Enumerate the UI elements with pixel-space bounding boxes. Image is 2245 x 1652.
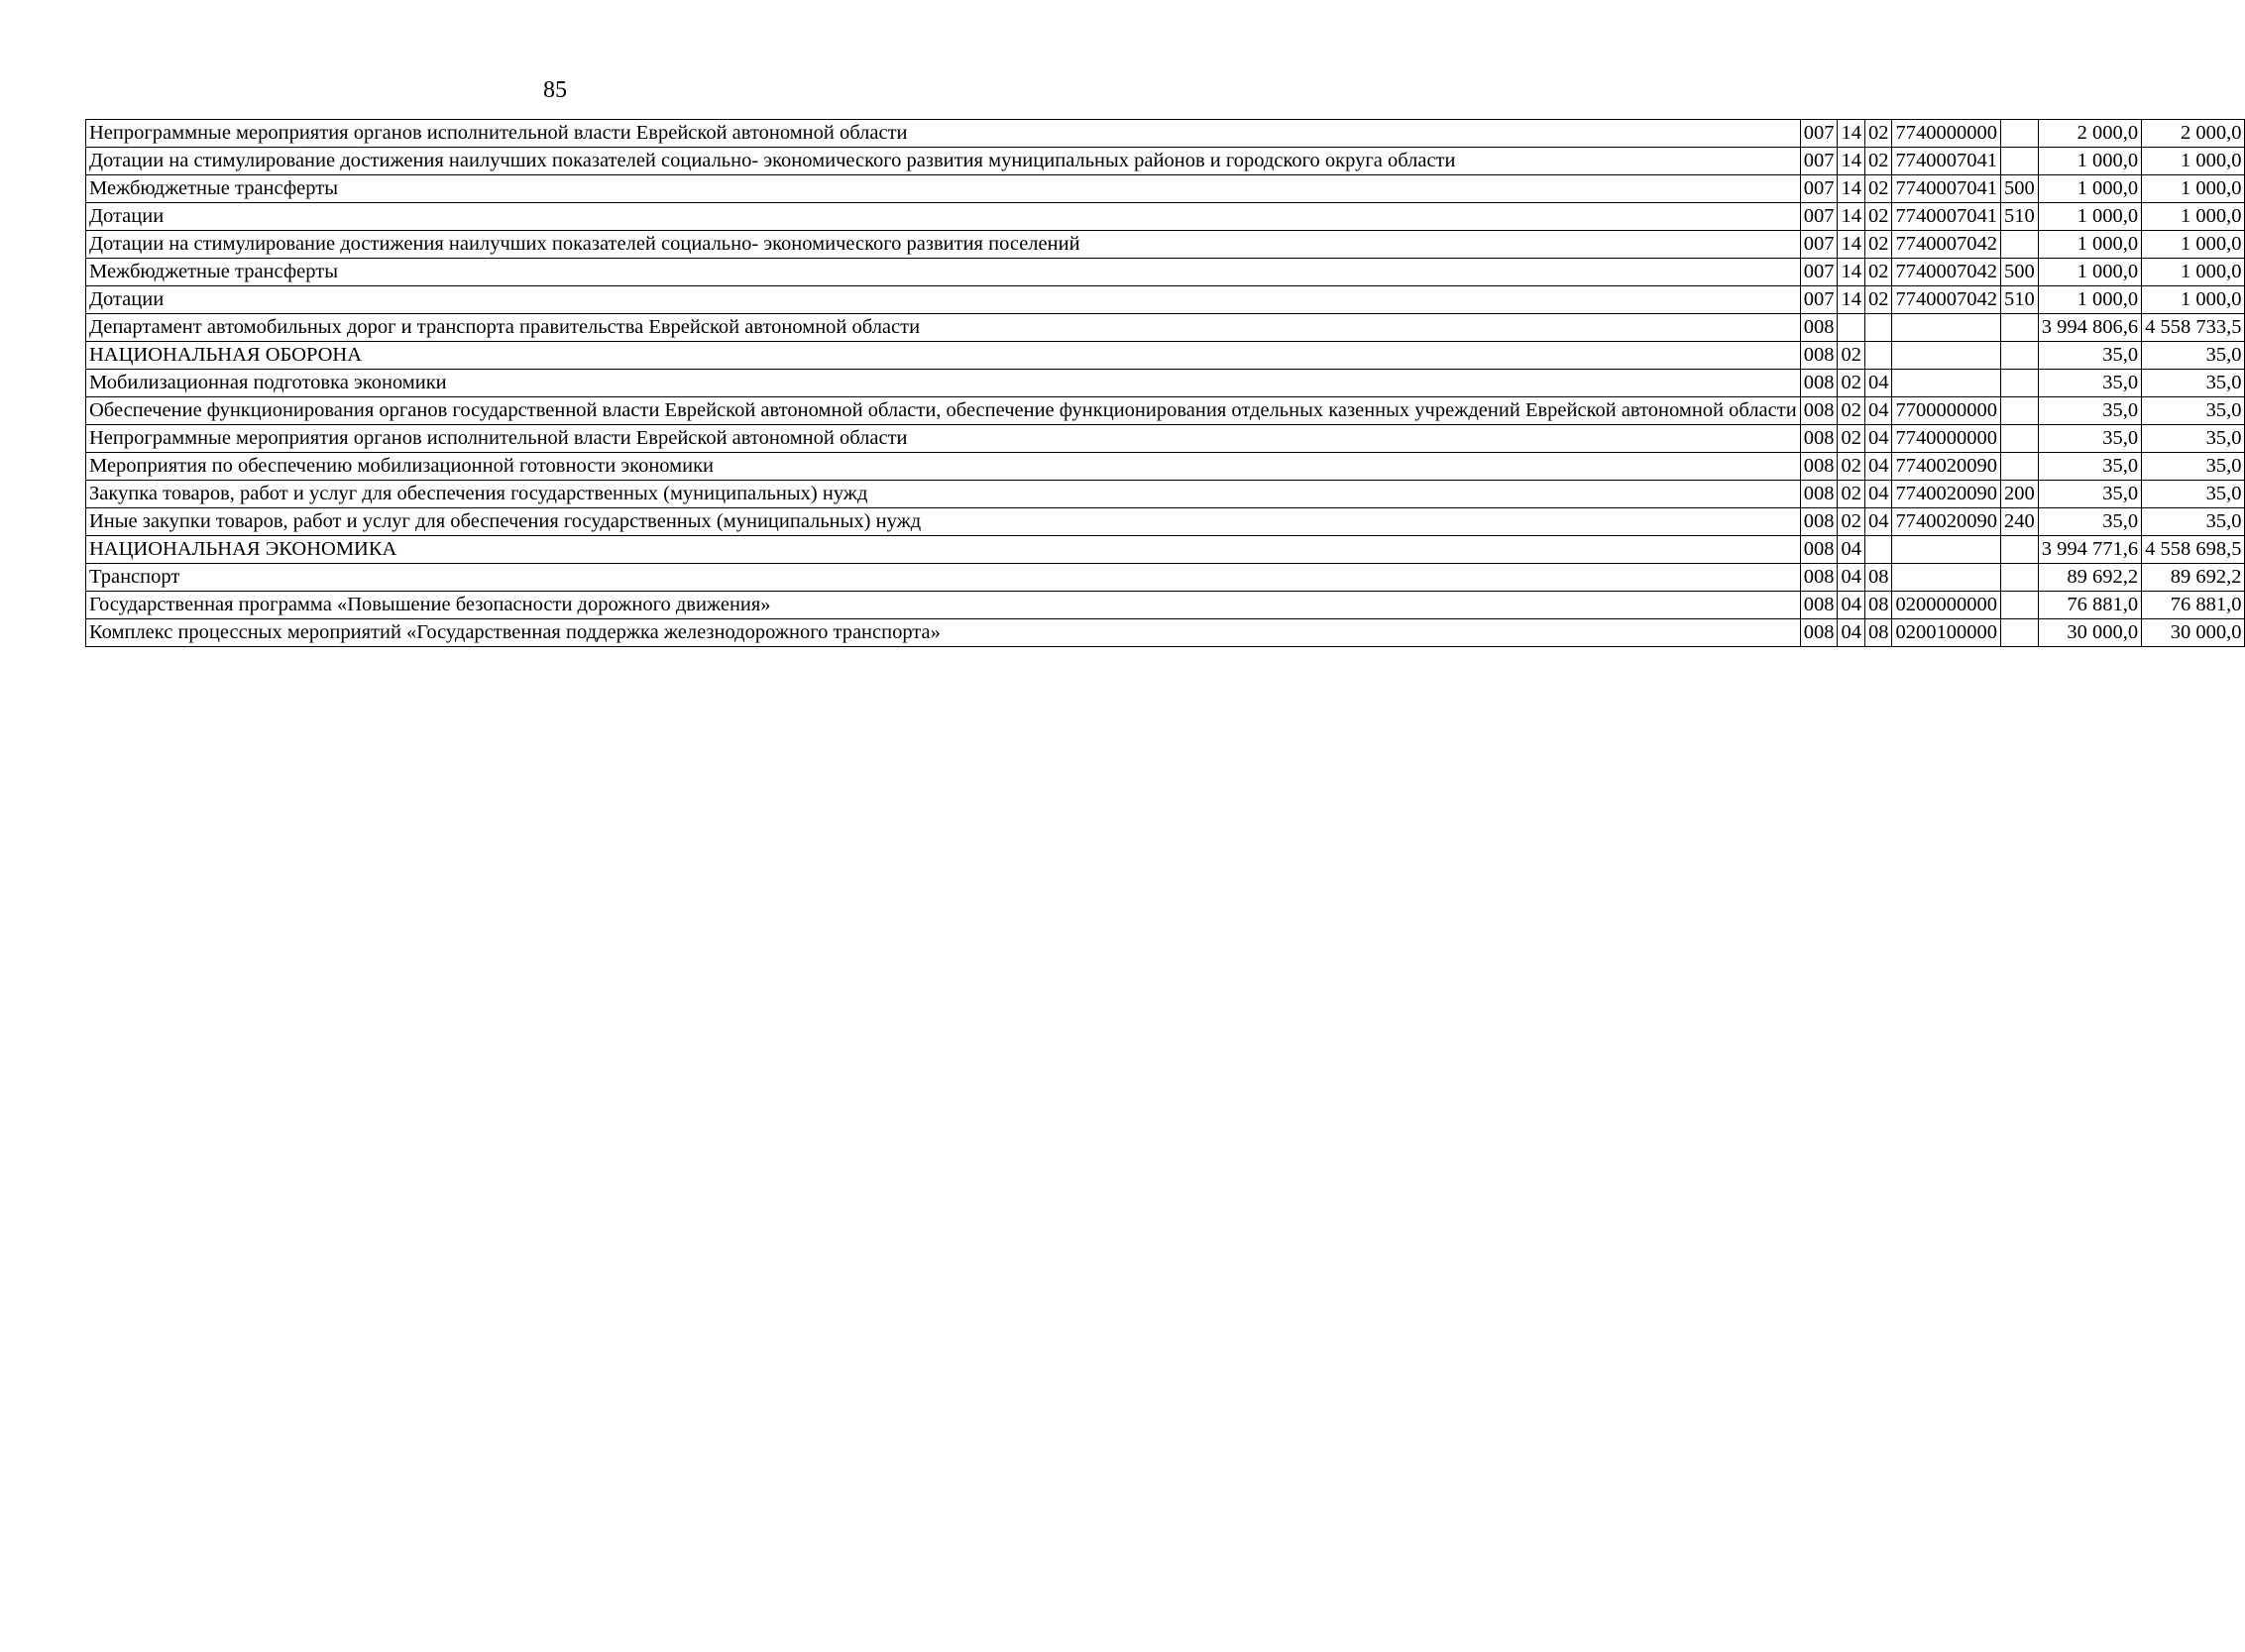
row-expense-type-code	[2000, 397, 2038, 425]
row-section-code: 02	[1838, 453, 1865, 481]
table-row	[86, 259, 2245, 286]
table-row	[86, 536, 2245, 564]
table-row	[86, 314, 2245, 342]
row-section-code: 04	[1838, 592, 1865, 619]
row-section-code: 14	[1838, 259, 1865, 286]
row-ved-code: 008	[1800, 397, 1838, 425]
row-target-article-code: 7740020090	[1892, 508, 2001, 536]
row-section-code: 02	[1838, 481, 1865, 508]
row-expense-type-code	[2000, 592, 2038, 619]
row-amount-year-2: 35,0	[2142, 342, 2245, 370]
row-name: Мероприятия по обеспечению мобилизационной готовности экономики	[86, 453, 1801, 481]
row-expense-type-code	[2000, 231, 2038, 259]
table-row	[86, 425, 2245, 453]
row-subsection-code: 04	[1864, 508, 1892, 536]
row-amount-year-1: 35,0	[2038, 397, 2141, 425]
row-amount-year-1: 1 000,0	[2038, 203, 2141, 231]
row-expense-type-code	[2000, 342, 2038, 370]
row-expense-type-code	[2000, 314, 2038, 342]
row-name: Комплекс процессных мероприятий «Государственная поддержка железнодорожного транспорта»	[86, 619, 1801, 647]
table-row	[86, 286, 2245, 314]
row-amount-year-1: 35,0	[2038, 342, 2141, 370]
row-ved-code: 007	[1800, 148, 1838, 175]
row-target-article-code	[1892, 536, 2001, 564]
row-target-article-code: 7740020090	[1892, 481, 2001, 508]
row-subsection-code: 02	[1864, 175, 1892, 203]
row-target-article-code	[1892, 370, 2001, 397]
row-target-article-code	[1892, 342, 2001, 370]
row-subsection-code: 04	[1864, 425, 1892, 453]
row-subsection-code: 08	[1864, 619, 1892, 647]
row-name: Департамент автомобильных дорог и транспорта правительства Еврейской автономной области	[86, 314, 1801, 342]
row-amount-year-1: 1 000,0	[2038, 175, 2141, 203]
row-target-article-code: 7740007041	[1892, 203, 2001, 231]
row-ved-code: 008	[1800, 342, 1838, 370]
budget-table	[85, 119, 2245, 647]
row-amount-year-2: 35,0	[2142, 397, 2245, 425]
row-ved-code: 008	[1800, 370, 1838, 397]
row-name: Межбюджетные трансферты	[86, 259, 1801, 286]
row-section-code: 02	[1838, 370, 1865, 397]
row-subsection-code: 04	[1864, 397, 1892, 425]
row-target-article-code	[1892, 564, 2001, 592]
table-row	[86, 397, 2245, 425]
row-ved-code: 007	[1800, 286, 1838, 314]
row-amount-year-1: 2 000,0	[2038, 120, 2141, 148]
row-amount-year-1: 35,0	[2038, 425, 2141, 453]
row-target-article-code: 7740000000	[1892, 120, 2001, 148]
row-amount-year-2: 35,0	[2142, 370, 2245, 397]
row-target-article-code: 7740007042	[1892, 286, 2001, 314]
table-row	[86, 203, 2245, 231]
row-ved-code: 007	[1800, 175, 1838, 203]
row-amount-year-2: 35,0	[2142, 453, 2245, 481]
row-subsection-code: 02	[1864, 286, 1892, 314]
row-amount-year-1: 3 994 771,6	[2038, 536, 2141, 564]
row-name: Дотации на стимулирование достижения наилучших показателей социально- экономического развития муниципальных районов и городского округа области	[86, 148, 1801, 175]
table-row	[86, 564, 2245, 592]
table-row	[86, 120, 2245, 148]
row-target-article-code: 7740007041	[1892, 175, 2001, 203]
row-ved-code: 008	[1800, 453, 1838, 481]
table-row	[86, 453, 2245, 481]
row-section-code: 14	[1838, 175, 1865, 203]
row-amount-year-1: 1 000,0	[2038, 286, 2141, 314]
row-target-article-code	[1892, 314, 2001, 342]
row-section-code: 14	[1838, 286, 1865, 314]
row-amount-year-2: 1 000,0	[2142, 259, 2245, 286]
row-expense-type-code	[2000, 536, 2038, 564]
row-target-article-code: 0200000000	[1892, 592, 2001, 619]
row-target-article-code: 7740007042	[1892, 231, 2001, 259]
row-expense-type-code: 200	[2000, 481, 2038, 508]
row-amount-year-2: 4 558 733,5	[2142, 314, 2245, 342]
row-amount-year-1: 35,0	[2038, 481, 2141, 508]
row-subsection-code	[1864, 314, 1892, 342]
row-name: Непрограммные мероприятия органов исполнительной власти Еврейской автономной области	[86, 425, 1801, 453]
row-amount-year-1: 30 000,0	[2038, 619, 2141, 647]
row-amount-year-1: 89 692,2	[2038, 564, 2141, 592]
row-target-article-code: 7700000000	[1892, 397, 2001, 425]
row-section-code: 14	[1838, 120, 1865, 148]
table-row	[86, 619, 2245, 647]
row-section-code: 04	[1838, 564, 1865, 592]
row-ved-code: 007	[1800, 259, 1838, 286]
row-expense-type-code	[2000, 120, 2038, 148]
table-row	[86, 342, 2245, 370]
row-ved-code: 008	[1800, 425, 1838, 453]
row-name: Иные закупки товаров, работ и услуг для обеспечения государственных (муниципальных) нужд	[86, 508, 1801, 536]
row-subsection-code: 08	[1864, 564, 1892, 592]
row-name: Непрограммные мероприятия органов исполнительной власти Еврейской автономной области	[86, 120, 1801, 148]
row-amount-year-1: 3 994 806,6	[2038, 314, 2141, 342]
row-name: Закупка товаров, работ и услуг для обеспечения государственных (муниципальных) нужд	[86, 481, 1801, 508]
row-target-article-code: 7740000000	[1892, 425, 2001, 453]
row-subsection-code: 02	[1864, 203, 1892, 231]
table-row	[86, 481, 2245, 508]
row-section-code: 02	[1838, 342, 1865, 370]
row-name: Дотации	[86, 203, 1801, 231]
row-amount-year-2: 2 000,0	[2142, 120, 2245, 148]
row-amount-year-2: 4 558 698,5	[2142, 536, 2245, 564]
row-expense-type-code	[2000, 148, 2038, 175]
row-name: Государственная программа «Повышение безопасности дорожного движения»	[86, 592, 1801, 619]
row-expense-type-code	[2000, 425, 2038, 453]
row-subsection-code: 02	[1864, 120, 1892, 148]
table-row	[86, 175, 2245, 203]
row-section-code: 14	[1838, 203, 1865, 231]
row-amount-year-1: 1 000,0	[2038, 259, 2141, 286]
row-expense-type-code: 500	[2000, 259, 2038, 286]
row-amount-year-1: 76 881,0	[2038, 592, 2141, 619]
row-amount-year-1: 1 000,0	[2038, 148, 2141, 175]
row-section-code: 14	[1838, 148, 1865, 175]
row-amount-year-2: 1 000,0	[2142, 286, 2245, 314]
row-amount-year-1: 35,0	[2038, 370, 2141, 397]
row-target-article-code: 7740007042	[1892, 259, 2001, 286]
row-amount-year-2: 35,0	[2142, 425, 2245, 453]
row-ved-code: 008	[1800, 536, 1838, 564]
row-name: НАЦИОНАЛЬНАЯ ЭКОНОМИКА	[86, 536, 1801, 564]
row-ved-code: 008	[1800, 619, 1838, 647]
row-expense-type-code: 510	[2000, 203, 2038, 231]
row-ved-code: 008	[1800, 314, 1838, 342]
row-section-code	[1838, 314, 1865, 342]
row-amount-year-2: 30 000,0	[2142, 619, 2245, 647]
row-subsection-code: 04	[1864, 481, 1892, 508]
row-name: Дотации на стимулирование достижения наилучших показателей социально- экономического развития поселений	[86, 231, 1801, 259]
row-ved-code: 007	[1800, 203, 1838, 231]
row-ved-code: 007	[1800, 231, 1838, 259]
row-ved-code: 008	[1800, 592, 1838, 619]
row-name: Мобилизационная подготовка экономики	[86, 370, 1801, 397]
row-section-code: 02	[1838, 397, 1865, 425]
table-row	[86, 508, 2245, 536]
row-target-article-code: 7740020090	[1892, 453, 2001, 481]
row-name: Обеспечение функционирования органов государственной власти Еврейской автономной области, обеспечение функционирования отдельных казенных учреждений Еврейской автономной области	[86, 397, 1801, 425]
row-name: НАЦИОНАЛЬНАЯ ОБОРОНА	[86, 342, 1801, 370]
row-target-article-code: 0200100000	[1892, 619, 2001, 647]
row-ved-code: 008	[1800, 564, 1838, 592]
row-amount-year-1: 1 000,0	[2038, 231, 2141, 259]
row-amount-year-2: 35,0	[2142, 481, 2245, 508]
row-name: Дотации	[86, 286, 1801, 314]
row-section-code: 04	[1838, 619, 1865, 647]
row-section-code: 04	[1838, 536, 1865, 564]
row-amount-year-2: 1 000,0	[2142, 231, 2245, 259]
row-expense-type-code	[2000, 370, 2038, 397]
row-subsection-code: 02	[1864, 259, 1892, 286]
row-expense-type-code: 510	[2000, 286, 2038, 314]
row-amount-year-2: 1 000,0	[2142, 175, 2245, 203]
row-expense-type-code	[2000, 619, 2038, 647]
page-number: 85	[543, 77, 567, 103]
table-row	[86, 592, 2245, 619]
row-ved-code: 007	[1800, 120, 1838, 148]
row-subsection-code: 02	[1864, 148, 1892, 175]
row-subsection-code	[1864, 342, 1892, 370]
row-ved-code: 008	[1800, 508, 1838, 536]
row-section-code: 02	[1838, 425, 1865, 453]
table-row	[86, 148, 2245, 175]
row-amount-year-2: 89 692,2	[2142, 564, 2245, 592]
row-amount-year-1: 35,0	[2038, 453, 2141, 481]
row-subsection-code	[1864, 536, 1892, 564]
row-amount-year-2: 1 000,0	[2142, 148, 2245, 175]
row-subsection-code: 04	[1864, 453, 1892, 481]
row-name: Межбюджетные трансферты	[86, 175, 1801, 203]
row-subsection-code: 04	[1864, 370, 1892, 397]
row-amount-year-2: 76 881,0	[2142, 592, 2245, 619]
row-expense-type-code: 240	[2000, 508, 2038, 536]
row-expense-type-code	[2000, 453, 2038, 481]
row-target-article-code: 7740007041	[1892, 148, 2001, 175]
row-expense-type-code: 500	[2000, 175, 2038, 203]
row-subsection-code: 02	[1864, 231, 1892, 259]
row-name: Транспорт	[86, 564, 1801, 592]
row-section-code: 02	[1838, 508, 1865, 536]
row-amount-year-1: 35,0	[2038, 508, 2141, 536]
row-ved-code: 008	[1800, 481, 1838, 508]
row-amount-year-2: 1 000,0	[2142, 203, 2245, 231]
row-amount-year-2: 35,0	[2142, 508, 2245, 536]
table-row	[86, 370, 2245, 397]
row-subsection-code: 08	[1864, 592, 1892, 619]
table-row	[86, 231, 2245, 259]
row-section-code: 14	[1838, 231, 1865, 259]
row-expense-type-code	[2000, 564, 2038, 592]
